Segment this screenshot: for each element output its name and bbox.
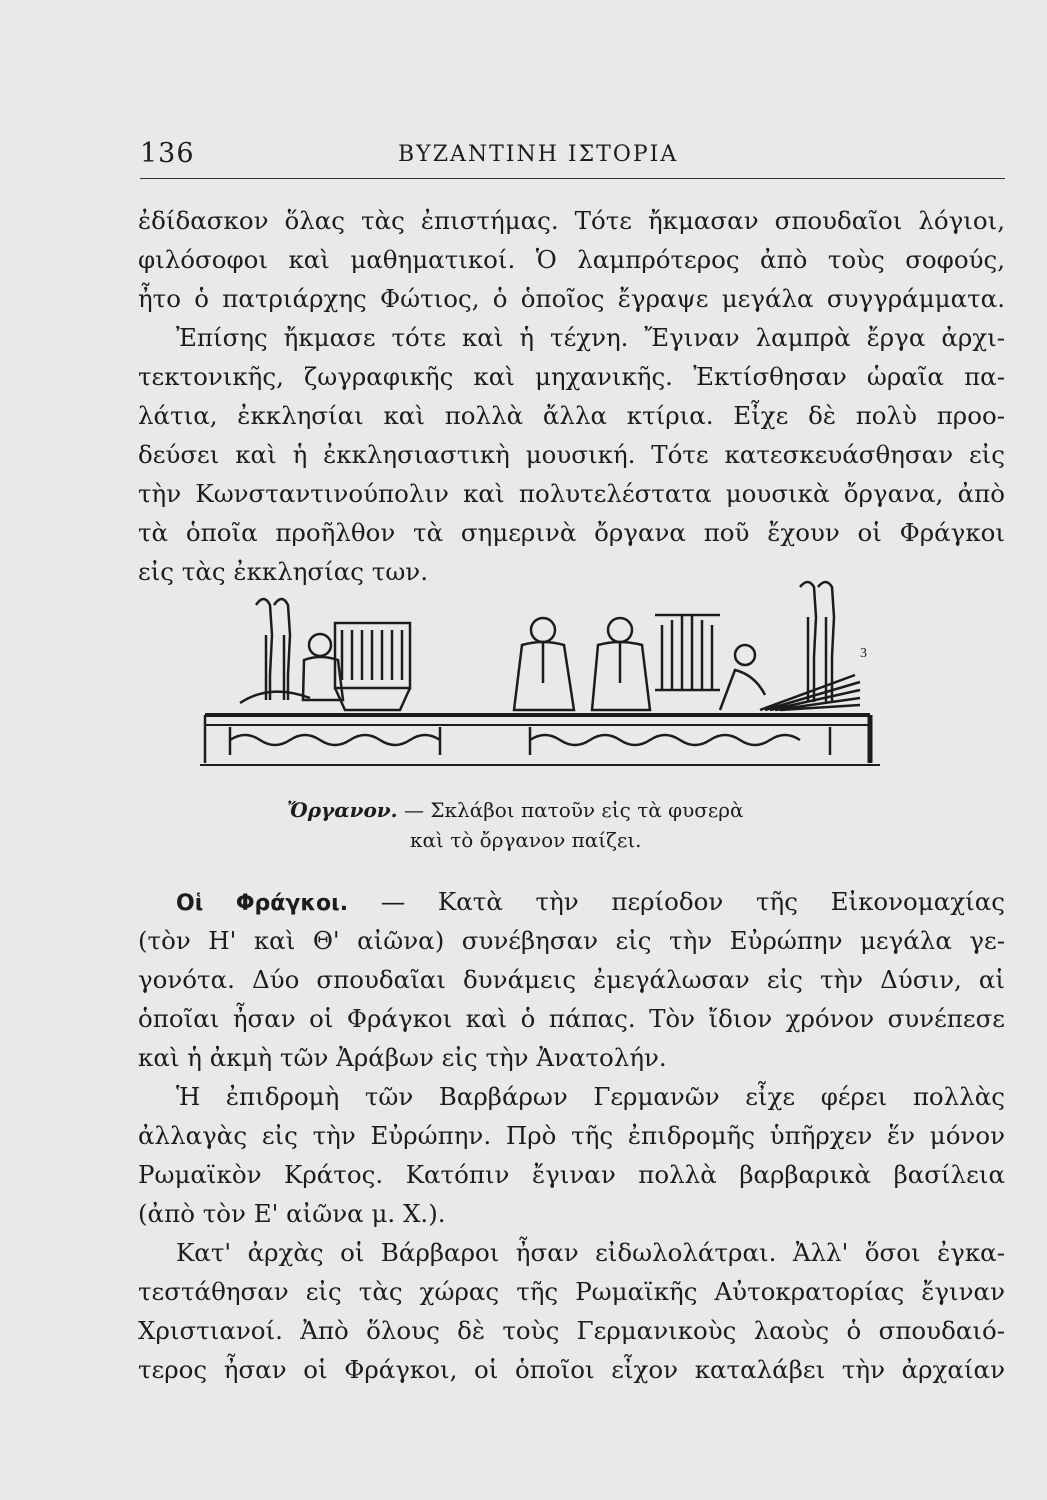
page-header <box>140 138 1005 179</box>
text-line: λάτια, ἐκκλησίαι καὶ πολλὰ ἄλλα κτίρια. Εἶχε δὲ πολὺ προο- <box>138 401 1005 430</box>
text-line: ὁποῖαι ἦσαν οἱ Φράγκοι καὶ ὁ πάπας. Τὸν ἴδιον χρόνον συνέπεσε <box>138 1004 1005 1033</box>
text-line: φιλόσοφοι καὶ μαθηματικοί. Ὁ λαμπρότερος ἀπὸ τοὺς σοφούς, <box>138 245 1005 274</box>
text-line: Χριστιανοί. Ἀπὸ ὅλους δὲ τοὺς Γερμανικοὺς λαοὺς ὁ σπουδαιό- <box>138 1316 1005 1345</box>
text-line: τὴν Κωνσταντινούπολιν καὶ πολυτελέστατα μουσικὰ ὄργανα, ἀπὸ <box>138 479 1005 508</box>
section-first-line: — Κατὰ τὴν περίοδον τῆς Εἰκονομαχίας <box>348 887 1005 916</box>
text-line: τεστάθησαν εἰς τὰς χώρας τῆς Ρωμαϊκῆς Αὐτοκρατορίας ἔγιναν <box>138 1277 1005 1306</box>
text-line <box>176 886 1005 920</box>
caption-label: Ὄργανον. <box>287 798 398 822</box>
text-line: εἰς τὰς ἐκκλησίας των. <box>138 557 428 586</box>
text-line: τεκτονικῆς, ζωγραφικῆς καὶ μηχανικῆς. Ἐκτίσθησαν ὡραῖα πα- <box>138 362 1005 391</box>
text-line: (τὸν Η' καὶ Θ' αἰῶνα) συνέβησαν εἰς τὴν Εὐρώπην μεγάλα γε- <box>138 926 1005 955</box>
text-line: τὰ ὁποῖα προῆλθον τὰ σημερινὰ ὄργανα ποῦ ἔχουν οἱ Φράγκοι <box>138 518 1005 547</box>
text-line: Ἐπίσης ἤκμασε τότε καὶ ἡ τέχνη. Ἔγιναν λαμπρὰ ἔργα ἀρχι- <box>176 323 1005 352</box>
text-line: ἀλλαγὰς εἰς τὴν Εὐρώπην. Πρὸ τῆς ἐπιδρομῆς ὑπῆρχεν ἕν μόνον <box>138 1121 1005 1150</box>
text-line: Κατ' ἀρχὰς οἱ Βάρβαροι ἦσαν εἰδωλολάτραι. Ἀλλ' ὅσοι ἐγκα- <box>176 1238 1005 1267</box>
figure-caption-line-1 <box>287 798 744 822</box>
text-line: καὶ ἡ ἀκμὴ τῶν Ἀράβων εἰς τὴν Ἀνατολήν. <box>138 1043 667 1072</box>
section-title: Οἱ Φράγκοι. <box>176 891 349 916</box>
text-line: γονότα. Δύο σπουδαῖαι δυνάμεις ἐμεγάλωσαν εἰς τὴν Δύσιν, αἱ <box>138 965 1005 994</box>
text-line: δεύσει καὶ ἡ ἐκκλησιαστικὴ μουσική. Τότε κατεσκευάσθησαν εἰς <box>138 440 1005 469</box>
figure-mark: 3 <box>860 646 867 661</box>
text-line: ἐδίδασκον ὅλας τὰς ἐπιστήμας. Τότε ἤκμασαν σπουδαῖοι λόγιοι, <box>138 206 1005 235</box>
running-title: ΒΥΖΑΝΤΙΝΗ ΙΣΤΟΡΙΑ <box>398 142 679 167</box>
figure-caption-line-2: καὶ τὸ ὄργανον παίζει. <box>410 828 642 852</box>
text-line: (ἀπὸ τὸν Ε' αἰῶνα μ. Χ.). <box>138 1199 446 1228</box>
text-line: Ἡ ἐπιδρομὴ τῶν Βαρβάρων Γερμανῶν εἶχε φέρει πολλὰς <box>176 1082 1005 1111</box>
caption-text-1: — Σκλάβοι πατοῦν εἰς τὰ φυσερὰ <box>397 798 744 822</box>
text-line: Ρωμαϊκὸν Κράτος. Κατόπιν ἔγιναν πολλὰ βαρβαρικὰ βασίλεια <box>138 1160 1005 1189</box>
page-number: 136 <box>140 138 195 169</box>
text-line: ἦτο ὁ πατριάρχης Φώτιος, ὁ ὁποῖος ἔγραψε μεγάλα συγγράμματα. <box>138 284 1005 313</box>
text-line: τερος ἦσαν οἱ Φράγκοι, οἱ ὁποῖοι εἶχον καταλάβει τὴν ἀρχαίαν <box>138 1355 1005 1384</box>
organ-illustration <box>200 575 880 775</box>
